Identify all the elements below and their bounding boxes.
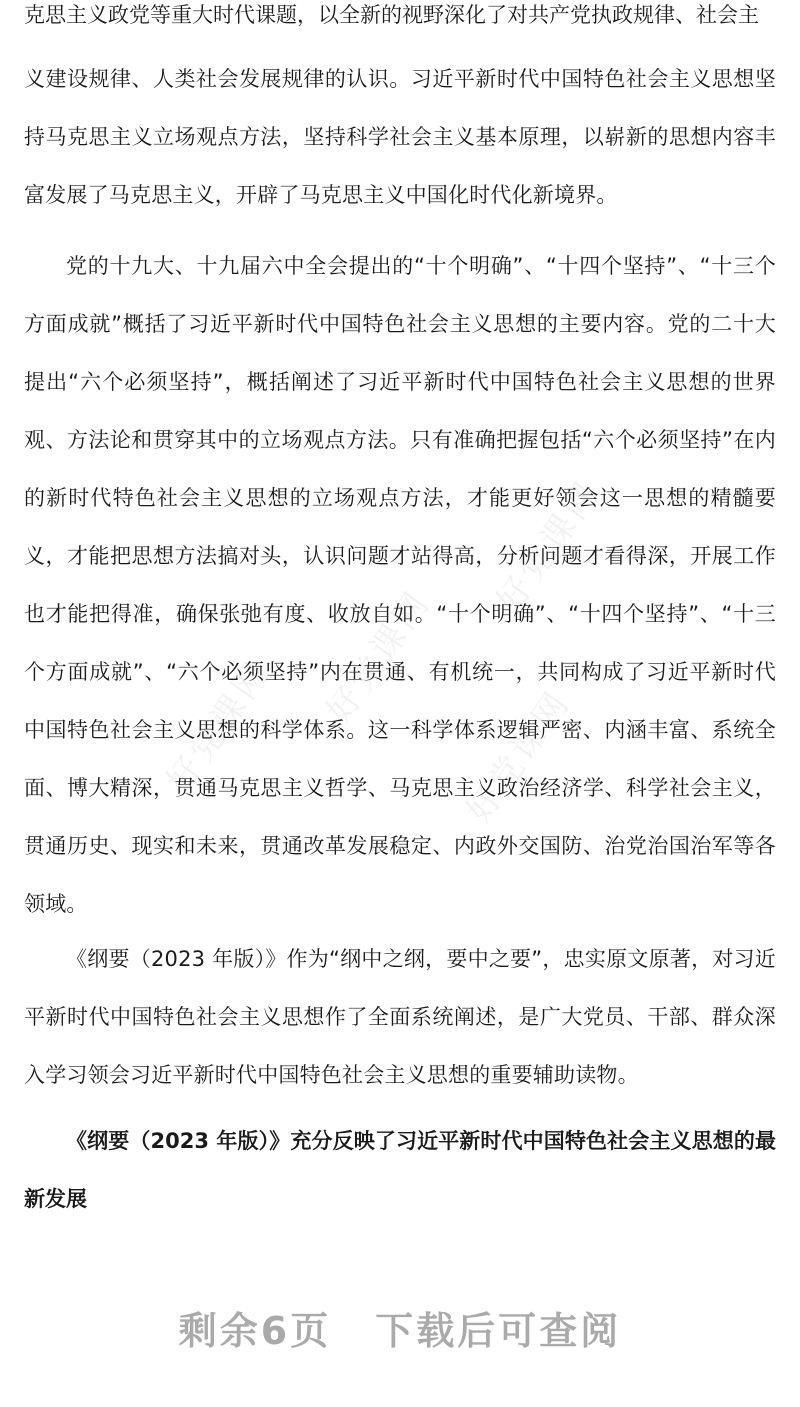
download-to-view-label: 下载后可查阅 — [375, 1309, 622, 1353]
cut-off-top-line: 克思主义政党等重大时代课题，以全新的视野深化了对共产党执政规律、社会主 — [24, 3, 759, 27]
paragraph-1: 义建设规律、人类社会发展规律的认识。习近平新时代中国特色社会主义思想坚持马克思主义立场观点方法，坚持科学社会主义基本原理，以崭新的思想内容丰富发展了马克思主义，开辟了马克思主义中国化时代化新境界。 — [24, 67, 776, 207]
watermark: 好党课网 — [318, 582, 439, 731]
watermark: 好党课网 — [158, 652, 279, 801]
remaining-pages-label: 剩余6页 — [178, 1309, 332, 1353]
paragraph-3: 《纲要（2023 年版）》作为“纲中之纲，要中之要”，忠实原文原著，对习近平新时代中国特色社会主义思想作了全面系统阐述，是广大党员、干部、群众深入学习领会习近平新时代中国特色社会主义思想的重要辅助读物。 — [24, 947, 776, 1087]
section-heading: 《纲要（2023 年版）》充分反映了习近平新时代中国特色社会主义思想的最新发展 — [24, 1129, 776, 1211]
download-banner[interactable] — [0, 1300, 800, 1355]
watermark: 好党课网 — [488, 472, 609, 621]
watermark: 好党课网 — [458, 682, 579, 831]
paragraph-2: 党的十九大、十九届六中全会提出的“十个明确”、“十四个坚持”、“十三个方面成就”概括了习近平新时代中国特色社会主义思想的主要内容。党的二十大提出“六个必须坚持”，概括阐述了习近平新时代中国特色社会主义思想的世界观、方法论和贯穿其中的立场观点方法。只有准确把握包括“六个必须坚持”在内的新时代特色社会主义思想的立场观点方法，才能更好领会这一思想的精髓要义，才能把思想方法搞对头，认识问题才站得高，分析问题才看得深，开展工作也才能把得准，确保张弛有度、收放自如。“十个明确”、“十四个坚持”、“十三个方面成就”、“六个必须坚持”内在贯通、有机统一，共同构成了习近平新时代中国特色社会主义思想的科学体系。这一科学体系逻辑严密、内涵丰富、系统全面、博大精深，贯通马克思主义哲学、马克思主义政治经济学、科学社会主义，贯通历史、现实和未来，贯通改革发展稳定、内政外交国防、治党治国治军等各领域。 — [24, 254, 776, 916]
